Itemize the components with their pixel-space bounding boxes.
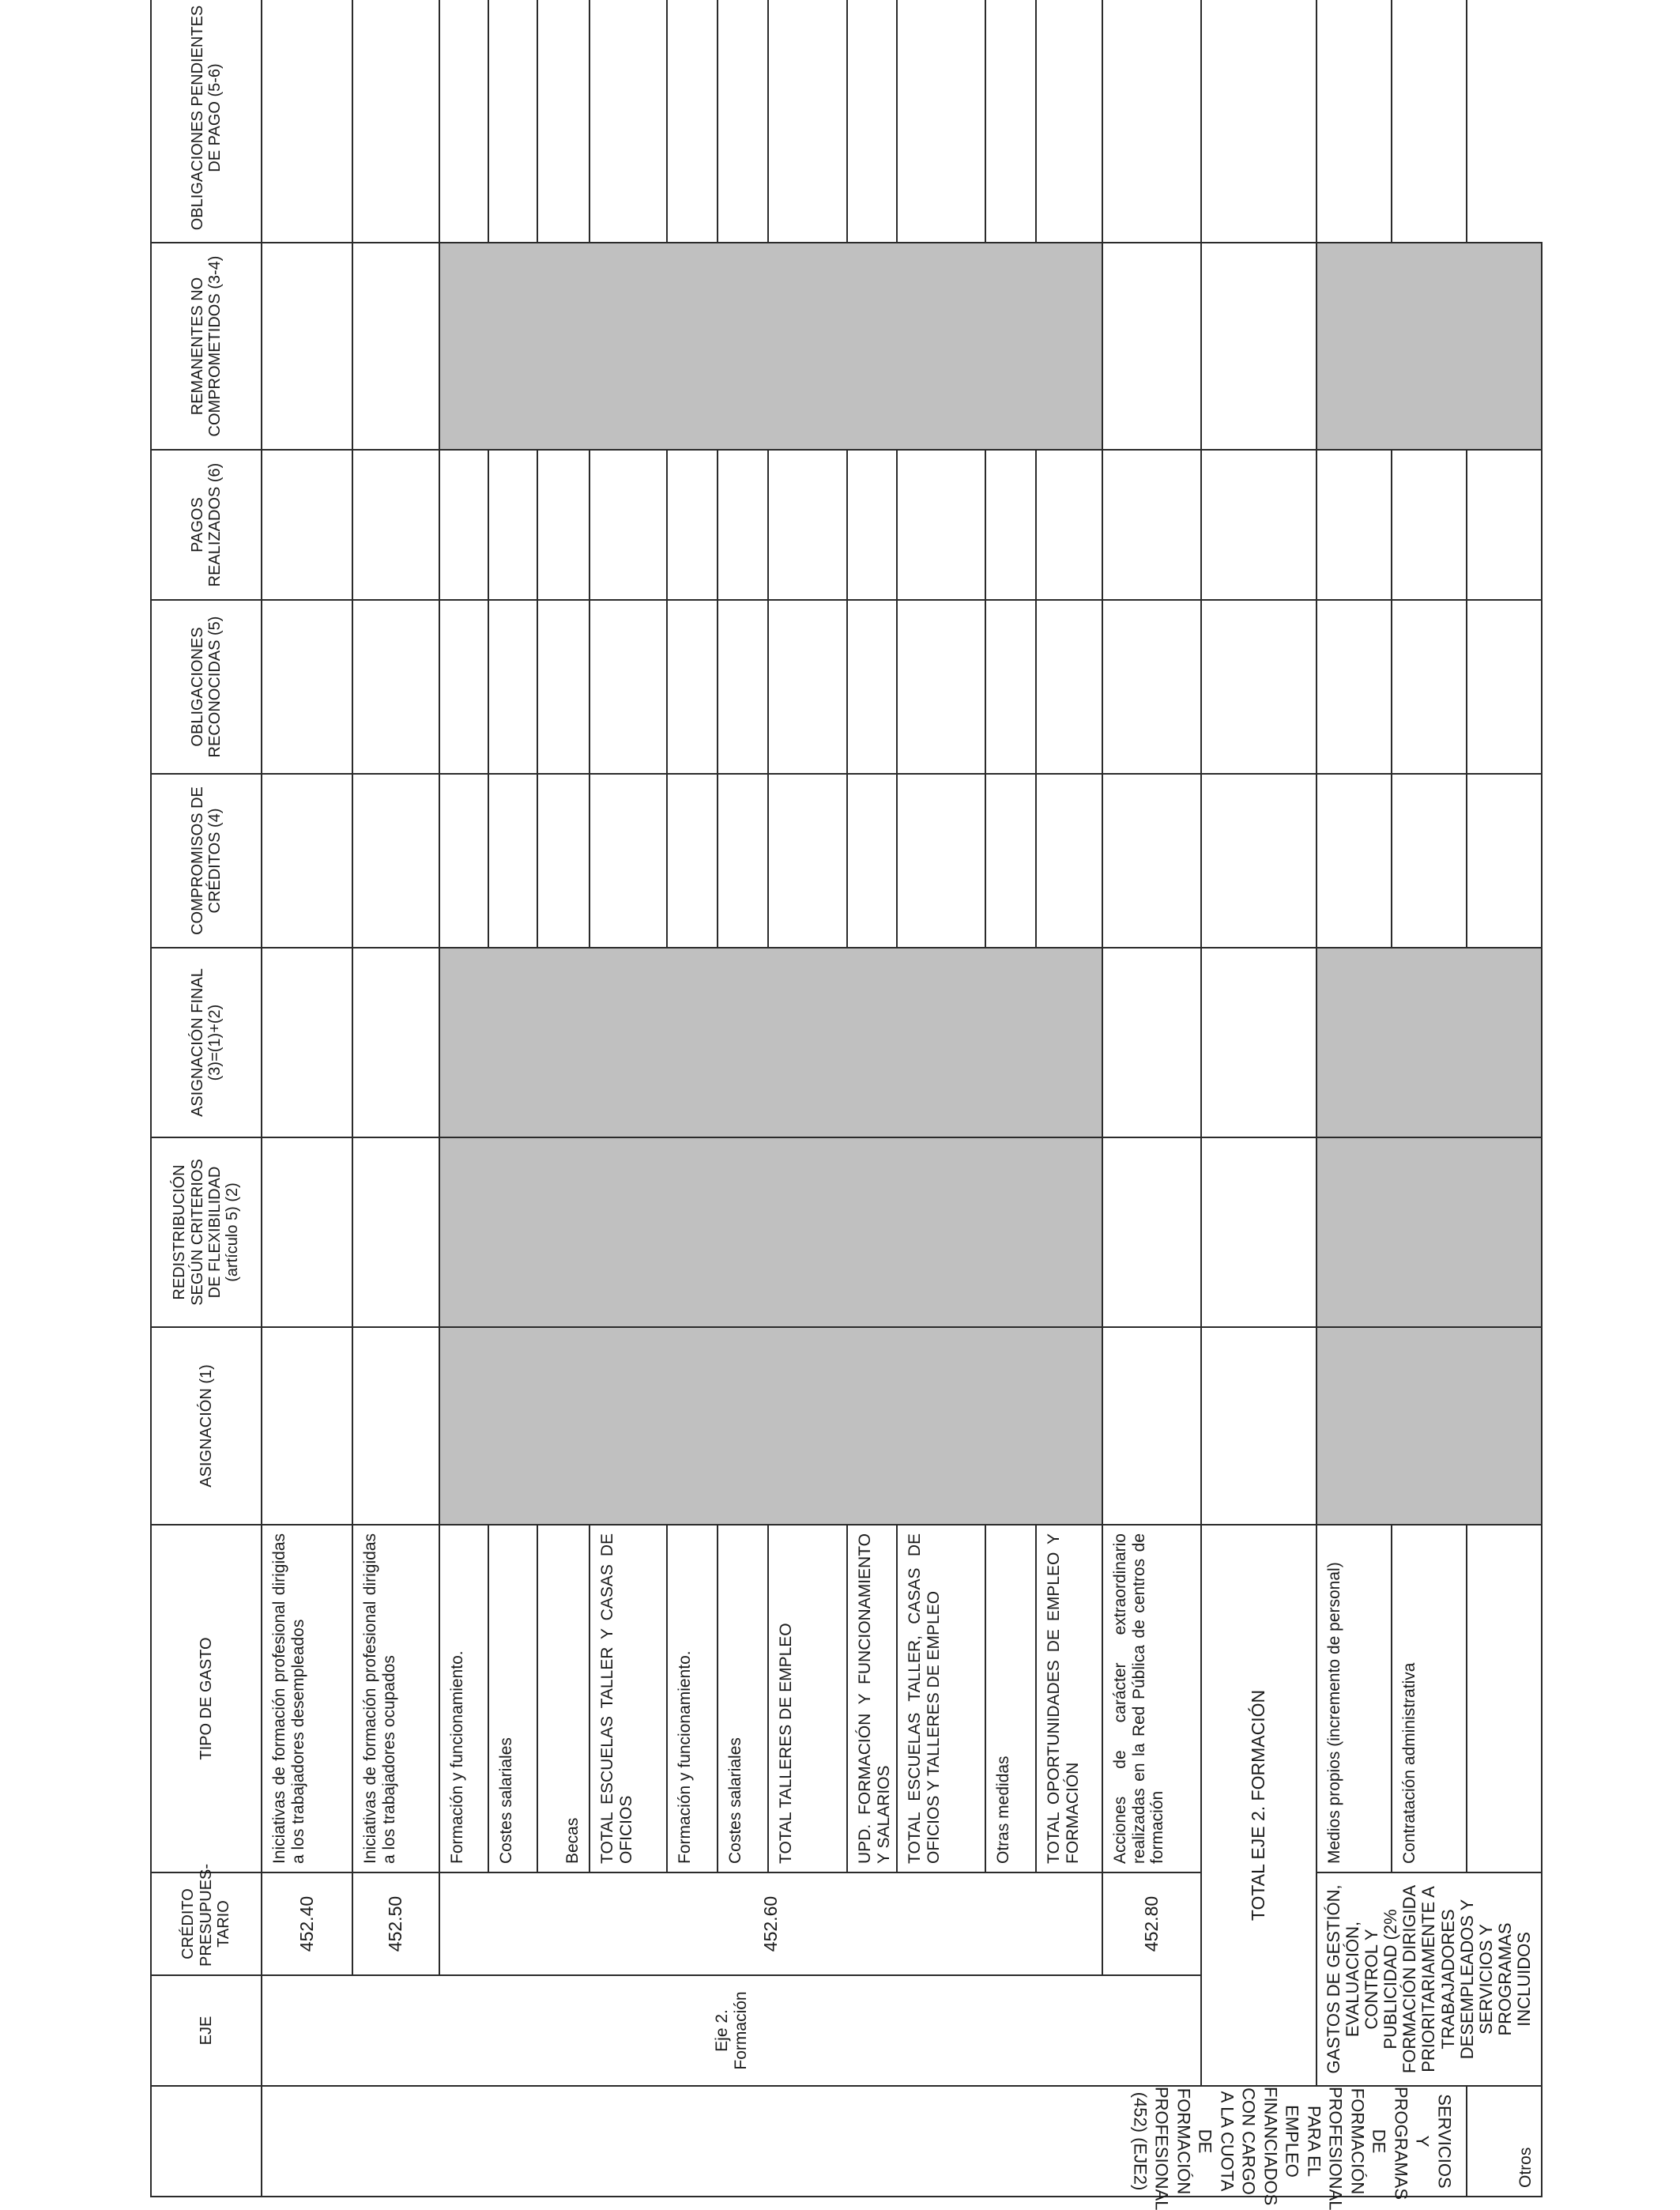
value-cell[interactable] (1317, 774, 1392, 948)
value-cell[interactable] (768, 600, 847, 774)
value-cell[interactable] (1201, 0, 1317, 243)
col-header-pagos: PAGOS REALIZADOS (6) (151, 450, 262, 600)
tipo-cell: Otras medidas (985, 1525, 1036, 1872)
side-label-line2: FORMACIÓN PROFESIONAL (452) (EJE2) (1130, 2087, 1194, 2210)
tipo-cell: Costes salariales (488, 1525, 537, 1872)
col-header-redistribucion: REDISTRIBUCIÓN SEGÚN CRITERIOS DE FLEXIBILIDAD (artículo 5) (2) (151, 1137, 262, 1327)
value-cell[interactable] (1036, 774, 1102, 948)
shaded-block-asignacion-final (1317, 948, 1542, 1137)
col-header-asignacion-final: ASIGNACIÓN FINAL (3)=(1)+(2) (151, 948, 262, 1137)
tipo-cell: Medios propios (incremento de personal) (1317, 1525, 1392, 1872)
value-cell[interactable] (1467, 600, 1542, 774)
value-cell[interactable] (262, 948, 352, 1137)
value-cell[interactable] (1201, 600, 1317, 774)
value-cell[interactable] (488, 600, 537, 774)
value-cell[interactable] (897, 774, 985, 948)
tipo-cell: TOTAL TALLERES DE EMPLEO (768, 1525, 847, 1872)
table-row (1317, 0, 1392, 2197)
value-cell[interactable] (537, 0, 590, 243)
rotated-page (150, 5, 1536, 2210)
total-eje-2-label: TOTAL EJE 2. FORMACIÓN (1201, 1525, 1317, 2086)
value-cell[interactable] (262, 600, 352, 774)
value-cell[interactable] (262, 0, 352, 243)
value-cell[interactable] (1392, 450, 1467, 600)
value-cell[interactable] (1036, 450, 1102, 600)
value-cell[interactable] (352, 600, 439, 774)
table-row (352, 0, 439, 2197)
eje-2-label: Eje 2. Formación (262, 1975, 1201, 2086)
value-cell[interactable] (667, 450, 718, 600)
value-cell[interactable] (985, 450, 1036, 600)
tipo-cell: Iniciativas de formación profesional dirigidas a los trabajadores ocupados (352, 1525, 439, 1872)
side-label-line1: SERVICIOS Y PROGRAMAS DE FORMACIÓN PROFESIONAL PARA EL EMPLEO FINANCIADOS CON CARGO A LA CUOTA DE (1195, 2087, 1455, 2210)
tipo-cell: UPD. FORMACIÓN Y FUNCIONAMIENTO Y SALARIOS (847, 1525, 897, 1872)
value-cell[interactable] (718, 600, 768, 774)
credit-code: 452.80 (1102, 1872, 1201, 1975)
value-cell[interactable] (1036, 0, 1102, 243)
value-cell[interactable] (847, 450, 897, 600)
header-row (151, 0, 262, 2197)
tipo-cell: Formación y funcionamiento. (667, 1525, 718, 1872)
value-cell[interactable] (718, 450, 768, 600)
table-row (439, 0, 488, 2197)
value-cell[interactable] (1102, 1327, 1201, 1525)
value-cell[interactable] (1467, 774, 1542, 948)
value-cell[interactable] (1201, 450, 1317, 600)
value-cell[interactable] (537, 600, 590, 774)
value-cell[interactable] (1467, 450, 1542, 600)
value-cell[interactable] (718, 774, 768, 948)
value-cell[interactable] (590, 450, 667, 600)
side-label (1129, 2087, 1456, 2210)
tipo-cell: Formación y funcionamiento. (439, 1525, 488, 1872)
value-cell[interactable] (1467, 1525, 1542, 1872)
value-cell[interactable] (352, 1327, 439, 1525)
col-header-obligaciones: OBLIGACIONES RECONOCIDAS (5) (151, 600, 262, 774)
value-cell[interactable] (590, 600, 667, 774)
col-header-tipo: TIPO DE GASTO (151, 1525, 262, 1872)
value-cell[interactable] (985, 0, 1036, 243)
credit-code: 452.40 (262, 1872, 352, 1975)
value-cell[interactable] (352, 0, 439, 243)
value-cell[interactable] (1102, 243, 1201, 450)
tipo-cell: TOTAL ESCUELAS TALLER Y CASAS DE OFICIOS (590, 1525, 667, 1872)
value-cell[interactable] (897, 450, 985, 600)
value-cell[interactable] (1102, 0, 1201, 243)
col-header-eje: EJE (151, 1975, 262, 2086)
col-header-pendientes: OBLIGACIONES PENDIENTES DE PAGO (5-6) (151, 0, 262, 243)
value-cell[interactable] (488, 0, 537, 243)
value-cell[interactable] (262, 1137, 352, 1327)
value-cell[interactable] (352, 243, 439, 450)
tipo-cell: Otros (1467, 2086, 1542, 2197)
value-cell[interactable] (1201, 1327, 1317, 1525)
value-cell[interactable] (1102, 948, 1201, 1137)
gastos-gestion-label: GASTOS DE GESTIÓN, EVALUACIÓN, CONTROL Y PUBLICIDAD (2% FORMACIÓN DIRIGIDA PRIORITARIAMENTE A TRABAJADORES DESEMPLEADOS Y SERVICIOS Y PROGRAMAS INCLUIDOS (1317, 1872, 1542, 2086)
shaded-block-asignacion (1317, 1327, 1542, 1525)
value-cell[interactable] (768, 0, 847, 243)
value-cell[interactable] (718, 0, 768, 243)
tipo-cell: TOTAL ESCUELAS TALLER, CASAS DE OFICIOS Y TALLERES DE EMPLEO (897, 1525, 985, 1872)
value-cell[interactable] (1102, 1137, 1201, 1327)
credit-code: 452.60 (439, 1872, 1102, 1975)
side-label-cell (262, 2086, 1467, 2210)
col-header-credito: CRÉDITO PRESUPUES-TARIO (151, 1872, 262, 1975)
value-cell[interactable] (897, 0, 985, 243)
value-cell[interactable] (262, 1327, 352, 1525)
value-cell[interactable] (1317, 0, 1392, 243)
col-header-remanentes: REMANENTES NO COMPROMETIDOS (3-4) (151, 243, 262, 450)
value-cell[interactable] (1317, 600, 1392, 774)
total-row (1201, 0, 1317, 2197)
value-cell[interactable] (1392, 0, 1467, 243)
col-header-compromisos: COMPROMISOS DE CRÉDITOS (4) (151, 774, 262, 948)
value-cell[interactable] (1201, 243, 1317, 450)
shaded-block-remanentes (1317, 243, 1542, 450)
value-cell[interactable] (439, 600, 488, 774)
value-cell[interactable] (352, 1137, 439, 1327)
value-cell[interactable] (1102, 600, 1201, 774)
value-cell[interactable] (1102, 450, 1201, 600)
tipo-cell: TOTAL OPORTUNIDADES DE EMPLEO Y FORMACIÓN (1036, 1525, 1102, 1872)
shaded-block-asignacion-final (439, 948, 1102, 1137)
value-cell[interactable] (590, 0, 667, 243)
shaded-block-asignacion (439, 1327, 1102, 1525)
value-cell[interactable] (488, 450, 537, 600)
side-header-blank (151, 2086, 262, 2197)
value-cell[interactable] (1392, 600, 1467, 774)
value-cell[interactable] (352, 774, 439, 948)
budget-table (150, 0, 1543, 2210)
value-cell[interactable] (847, 0, 897, 243)
value-cell[interactable] (1201, 948, 1317, 1137)
col-header-asignacion: ASIGNACIÓN (1) (151, 1327, 262, 1525)
value-cell[interactable] (667, 0, 718, 243)
value-cell[interactable] (667, 774, 718, 948)
value-cell[interactable] (352, 450, 439, 600)
value-cell[interactable] (1102, 774, 1201, 948)
value-cell[interactable] (985, 774, 1036, 948)
value-cell[interactable] (847, 600, 897, 774)
value-cell[interactable] (262, 243, 352, 450)
value-cell[interactable] (1036, 600, 1102, 774)
value-cell[interactable] (439, 774, 488, 948)
tipo-cell: Acciones de carácter extraordinario realizadas en la Red Pública de centros de formación (1102, 1525, 1201, 1872)
value-cell[interactable] (352, 948, 439, 1137)
value-cell[interactable] (667, 600, 718, 774)
shaded-block-redistribucion (1317, 1137, 1542, 1327)
tipo-cell: Costes salariales (718, 1525, 768, 1872)
table-row (1102, 0, 1201, 2197)
value-cell[interactable] (439, 450, 488, 600)
value-cell[interactable] (262, 774, 352, 948)
credit-code: 452.50 (352, 1872, 439, 1975)
value-cell[interactable] (1201, 1137, 1317, 1327)
value-cell[interactable] (1201, 774, 1317, 948)
value-cell[interactable] (897, 600, 985, 774)
value-cell[interactable] (262, 450, 352, 600)
tipo-cell: Iniciativas de formación profesional dirigidas a los trabajadores desempleados (262, 1525, 352, 1872)
value-cell[interactable] (488, 774, 537, 948)
value-cell[interactable] (537, 450, 590, 600)
value-cell[interactable] (847, 774, 897, 948)
tipo-cell: Contratación administrativa (1392, 1525, 1467, 1872)
value-cell[interactable] (1392, 774, 1467, 948)
value-cell[interactable] (985, 600, 1036, 774)
table-row (262, 0, 352, 2197)
value-cell[interactable] (590, 774, 667, 948)
value-cell[interactable] (768, 774, 847, 948)
value-cell[interactable] (1317, 450, 1392, 600)
value-cell[interactable] (768, 450, 847, 600)
tipo-cell: Becas (537, 1525, 590, 1872)
shaded-block-remanentes (439, 243, 1102, 450)
value-cell[interactable] (439, 0, 488, 243)
shaded-block-redistribucion (439, 1137, 1102, 1327)
value-cell[interactable] (537, 774, 590, 948)
